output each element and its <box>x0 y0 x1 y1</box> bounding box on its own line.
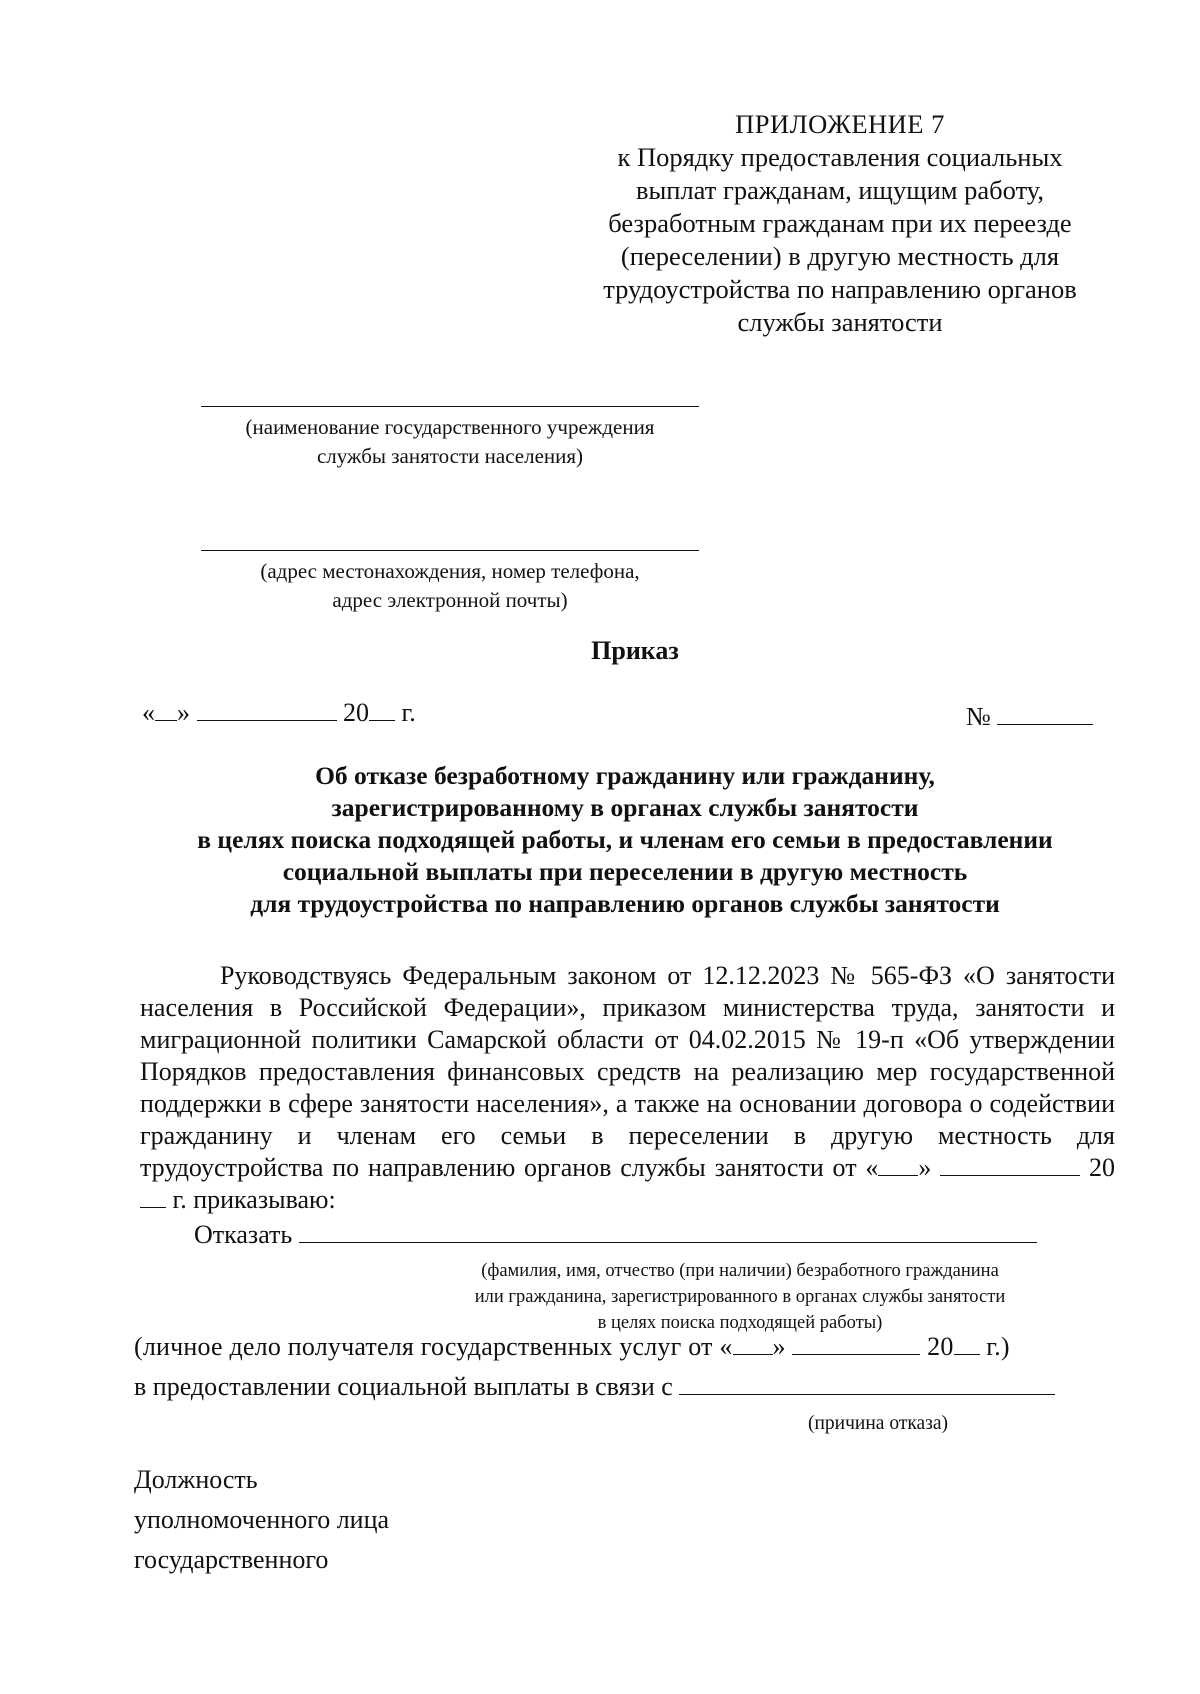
subject-line: для трудоустройства по направлению органов службы занятости <box>250 889 1000 918</box>
personal-case-line <box>134 1332 1010 1362</box>
contract-date-close-quote: » <box>918 1153 932 1182</box>
address-field <box>200 550 700 615</box>
signature-line: уполномоченного лица <box>134 1505 390 1534</box>
refuse-name-blank <box>299 1220 1037 1243</box>
contract-year-blank <box>140 1185 166 1208</box>
signature-line: Должность <box>134 1465 258 1494</box>
subject-line: Об отказе безработному гражданину или гражданину, <box>315 761 935 790</box>
appendix-line: службы занятости <box>737 307 943 337</box>
refuse-caption-line: или гражданина, зарегистрированного в органах службы занятости <box>474 1287 1006 1307</box>
year-blank <box>369 698 395 721</box>
number-blank <box>997 702 1093 725</box>
subject-line: социальной выплаты при переселении в другую местность <box>282 857 968 886</box>
day-blank <box>155 698 177 721</box>
reason-caption: (причина отказа) <box>808 1413 949 1434</box>
case-date-open-quote: « <box>719 1332 733 1361</box>
appendix-line: выплат гражданам, ищущим работу, <box>635 175 1045 205</box>
contract-date-open-quote: « <box>865 1153 879 1182</box>
appendix-title: ПРИЛОЖЕНИЕ 7 <box>735 109 945 139</box>
order-number <box>966 702 1093 732</box>
order-date-line <box>142 698 416 728</box>
signature-block <box>134 1460 389 1580</box>
order-subject <box>140 760 1110 920</box>
refuse-line <box>194 1220 1037 1250</box>
appendix-line: (переселении) в другую местность для <box>620 241 1060 271</box>
date-open-quote: « <box>142 698 155 727</box>
year-prefix: 20 <box>343 698 369 727</box>
body-text: Руководствуясь Федеральным законом от 12.12.2023 № 565-ФЗ «О занятости населения в Российской Федерации», приказом министерства труда, занятости и миграционной политики Самарской области от 04.02.2015 № 19-п «Об утверждении Порядков предоставления финансовых средств на реализацию мер государственной поддержки в сфере занятости населения», а также на основании договора о содействии гражданину и членам его семьи в переселении в другую местность для трудоустройства по направлению органов службы занятости от <box>140 961 1115 1182</box>
appendix-line: к Порядку предоставления социальных <box>617 142 1063 172</box>
reason-line <box>134 1372 1055 1402</box>
year-suffix: г. <box>401 698 416 727</box>
institution-caption-line: службы занятости населения) <box>316 444 584 468</box>
institution-blank-line <box>201 406 699 407</box>
appendix-line: трудоустройства по направлению органов <box>603 274 1077 304</box>
number-sign: № <box>966 702 991 731</box>
case-day-blank <box>733 1332 773 1355</box>
case-year-suffix: г.) <box>986 1332 1010 1361</box>
case-text: (личное дело получателя государственных услуг от <box>134 1332 713 1361</box>
institution-caption <box>200 413 700 471</box>
case-year-prefix: 20 <box>927 1332 954 1361</box>
case-date-close-quote: » <box>772 1332 786 1361</box>
reason-blank <box>679 1372 1055 1395</box>
contract-day-blank <box>878 1153 918 1176</box>
refuse-caption-line: (фамилия, имя, отчество (при наличии) безработного гражданина <box>481 1261 999 1281</box>
subject-line: в целях поиска подходящей работы, и членам его семьи в предоставлении <box>197 825 1053 854</box>
refuse-caption-line: в целях поиска подходящей работы) <box>597 1313 883 1333</box>
address-caption-line: адрес электронной почты) <box>332 588 568 612</box>
refuse-label: Отказать <box>194 1220 293 1249</box>
subject-line: зарегистрированному в органах службы занятости <box>331 793 919 822</box>
case-year-blank <box>954 1332 980 1355</box>
appendix-line: безработным гражданам при их переезде <box>608 208 1072 238</box>
appendix-header <box>570 108 1110 339</box>
contract-month-blank <box>940 1153 1080 1176</box>
contract-year-prefix: 20 <box>1089 1153 1116 1182</box>
month-blank <box>197 698 337 721</box>
order-title: Приказ <box>591 636 679 665</box>
case-month-blank <box>792 1332 920 1355</box>
address-blank-line <box>201 550 699 551</box>
institution-caption-line: (наименование государственного учреждения <box>245 415 655 439</box>
address-caption <box>200 557 700 615</box>
signature-line: государственного <box>134 1545 329 1574</box>
body-closing: г. приказываю: <box>172 1185 336 1214</box>
reason-text: в предоставлении социальной выплаты в связи с <box>134 1372 673 1401</box>
body-paragraph <box>140 960 1115 1216</box>
date-close-quote: » <box>177 698 190 727</box>
address-caption-line: (адрес местонахождения, номер телефона, <box>260 559 640 583</box>
institution-field <box>200 406 700 471</box>
refuse-caption <box>420 1258 1060 1336</box>
